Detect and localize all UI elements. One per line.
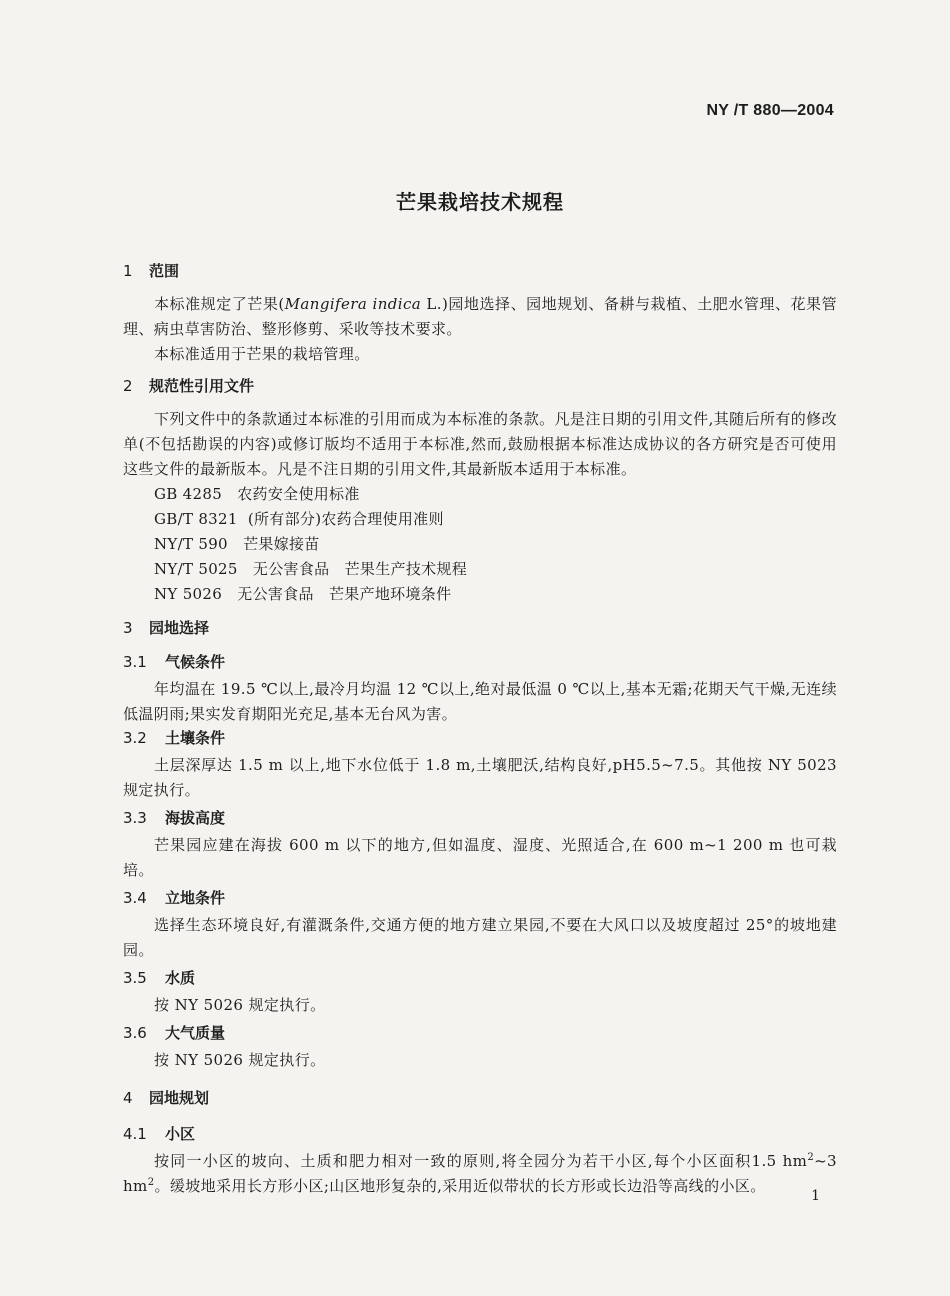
reference-item: NY/T 590 芒果嫁接苗 [154,535,320,553]
reference-item: NY/T 5025 无公害食品 芒果生产技术规程 [154,560,468,578]
text-run: 。缓坡地采用长方形小区;山区地形复杂的,采用近似带状的长方形或长边沿等高线的小区。 [154,1177,766,1195]
superscript: 2 [807,1152,815,1163]
document-body [123,258,837,1199]
subsection-number: 3.3 [123,809,147,827]
section-title: 范围 [149,262,180,280]
altitude-paragraph: 芒果园应建在海拔 600 m 以下的地方,但如温度、湿度、光照适合,在 600 m~1 200 m 也可栽培。 [123,836,837,879]
soil-paragraph: 土层深厚达 1.5 m 以上,地下水位低于 1.8 m,土壤肥沃,结构良好,pH5.5~7.5。其他按 NY 5023 规定执行。 [123,756,837,799]
text-run: L.)园地选择、园地规划、备耕与栽植、土肥水管理、花果管理、病虫草害防治、整形修剪、采收等技术要求。 [123,295,838,338]
plot-paragraph [123,1149,837,1199]
text-run: 本标准规定了芒果( [154,295,285,313]
scope-paragraph [123,292,837,342]
superscript: 2 [147,1177,155,1188]
subsection-title: 小区 [165,1125,196,1143]
subsection-number: 3.5 [123,969,147,987]
subsection-heading [123,1022,837,1044]
section-title: 园地规划 [149,1089,210,1107]
subsection-heading [123,651,837,673]
subsection-heading [123,807,837,829]
subsection-title: 海拔高度 [165,809,226,827]
subsection-heading [123,727,837,749]
reference-item: NY 5026 无公害食品 芒果产地环境条件 [154,585,452,603]
text-run: ~3 hm [123,1152,837,1195]
subsection-number: 3.6 [123,1024,147,1042]
section-4-heading [123,1085,837,1111]
scope-applicability: 本标准适用于芒果的栽培管理。 [154,345,370,363]
section-2-heading [123,373,837,399]
subsection-number: 3.4 [123,889,147,907]
text-run: 按同一小区的坡向、土质和肥力相对一致的原则,将全园分为若干小区,每个小区面积1.5 hm [154,1152,808,1170]
reference-item: GB/T 8321 (所有部分)农药合理使用准则 [154,510,444,528]
subsection-title: 气候条件 [165,653,226,671]
subsection-title: 大气质量 [165,1024,226,1042]
section-title: 园地选择 [149,619,210,637]
subsection-heading [123,1123,837,1145]
climate-paragraph: 年均温在 19.5 ℃以上,最冷月均温 12 ℃以上,绝对最低温 0 ℃以上,基本无霜;花期天气干燥,无连续低温阴雨;果实发育期阳光充足,基本无台风为害。 [123,680,837,723]
section-number: 1 [123,262,133,280]
subsection-heading [123,887,837,909]
subsection-title: 土壤条件 [165,729,226,747]
document-title: 芒果栽培技术规程 [396,190,564,214]
section-number: 3 [123,619,133,637]
subsection-title: 立地条件 [165,889,226,907]
latin-name: Mangifera indica [284,295,422,313]
section-number: 2 [123,377,133,395]
section-title: 规范性引用文件 [149,377,255,395]
subsection-number: 4.1 [123,1125,147,1143]
subsection-number: 3.1 [123,653,147,671]
water-quality-paragraph: 按 NY 5026 规定执行。 [154,996,326,1014]
reference-item: GB 4285 农药安全使用标准 [154,485,360,503]
air-quality-paragraph: 按 NY 5026 规定执行。 [154,1051,326,1069]
normative-references-paragraph: 下列文件中的条款通过本标准的引用而成为本标准的条款。凡是注日期的引用文件,其随后所有的修改单(不包括勘误的内容)或修订版均不适用于本标准,然而,鼓励根据本标准达成协议的各方研究是否可使用这些文件的最新版本。凡是不注日期的引用文件,其最新版本适用于本标准。 [123,410,837,478]
page-number: 1 [811,1188,820,1204]
standard-code: NY /T 880—2004 [706,102,834,119]
section-3-heading [123,615,837,641]
section-1-heading [123,258,837,284]
subsection-heading [123,967,837,989]
subsection-title: 水质 [165,969,196,987]
section-number: 4 [123,1089,133,1107]
subsection-number: 3.2 [123,729,147,747]
site-paragraph: 选择生态环境良好,有灌溉条件,交通方便的地方建立果园,不要在大风口以及坡度超过 25°的坡地建园。 [123,916,837,959]
